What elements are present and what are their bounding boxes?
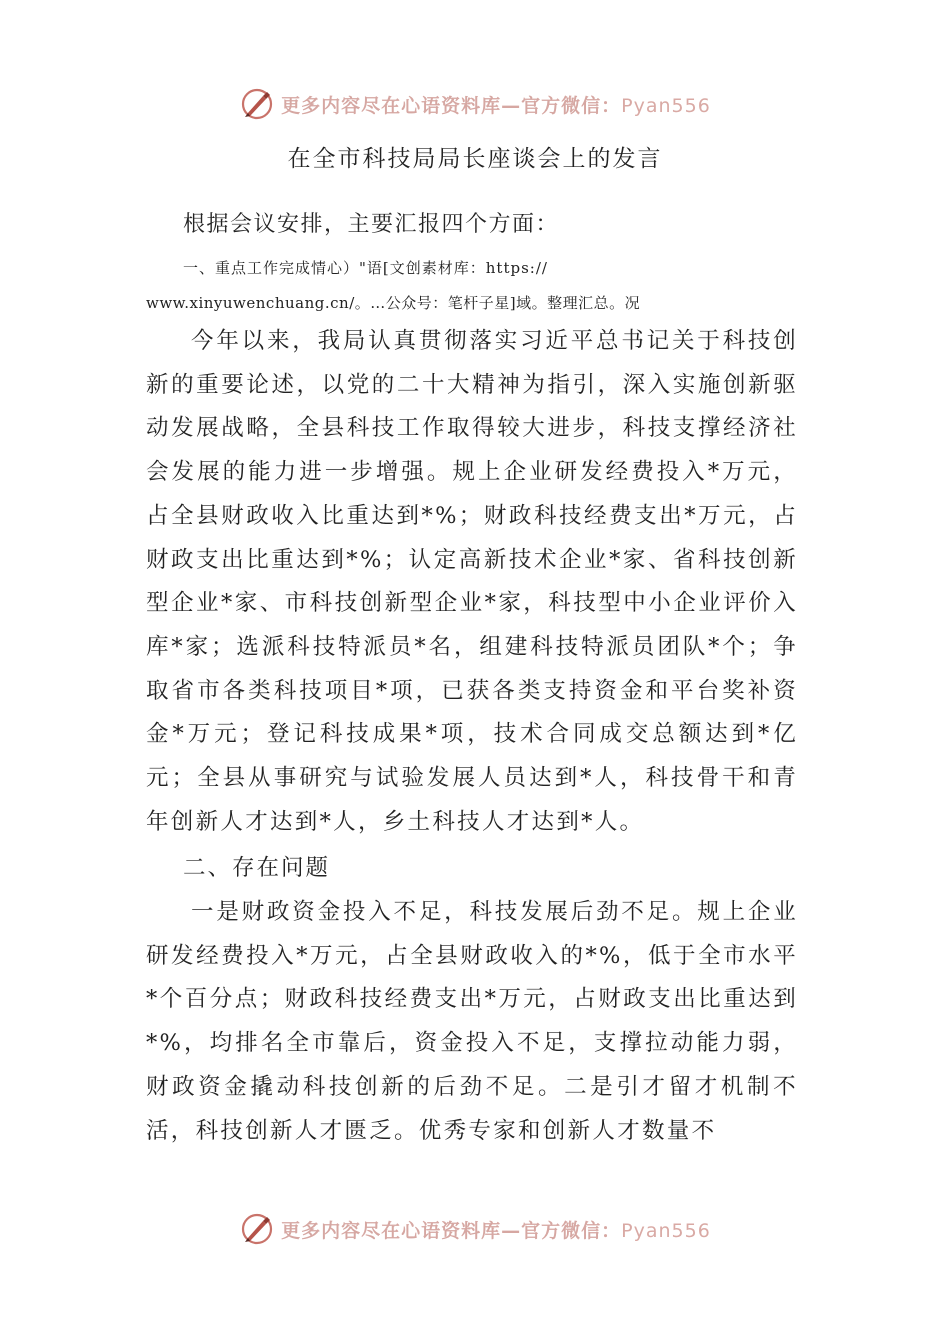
paragraph-achievements: 今年以来，我局认真贯彻落实习近平总书记关于科技创新的重要论述，以党的二十大精神为指引，深入实施创新驱动发展战略，全县科技工作取得较大进步，科技支撑经济社会发展的能力进一步增强。规上企业研发经费投入*万元，占全县财政收入比重达到*%；财政科技经费支出*万元，占财政支出比重达到*%；认定高新技术企业*家、省科技创新型企业*家、市科技创新型企业*家，科技型中小企业评价入库*家；选派科技特派员*名，组建科技特派员团队*个；争取省市各类科技项目*项，已获各类支持资金和平台奖补资金*万元；登记科技成果*项，技术合同成交总额达到*亿元；全县从事研究与试验发展人员达到*人，科技骨干和青年创新人才达到*人，乡土科技人才达到*人。 bbox=[146, 328, 798, 835]
pen-logo-icon bbox=[239, 1211, 275, 1247]
section-heading-1-line2: www.xinyuwenchuang.cn/。…公众号：笔杆子星]域。整理汇总。况 bbox=[146, 294, 641, 312]
pen-logo-icon bbox=[239, 86, 275, 122]
watermark-text: 更多内容尽在心语资料库—官方微信：Pyan556 bbox=[281, 1219, 711, 1242]
section-heading-1-line1: 一、重点工作完成情心）"语[文创素材库：https:// bbox=[183, 259, 548, 277]
watermark-text: 更多内容尽在心语资料库—官方微信：Pyan556 bbox=[281, 94, 711, 117]
section-heading-problems: 二、存在问题 bbox=[183, 855, 331, 881]
intro-line: 根据会议安排，主要汇报四个方面： bbox=[183, 212, 560, 237]
watermark-banner-bottom bbox=[0, 1209, 950, 1249]
paragraph-problems: 一是财政资金投入不足，科技发展后劲不足。规上企业研发经费投入*万元，占全县财政收入的*%，低于全市水平*个百分点；财政科技经费支出*万元，占财政支出比重达到*%，均排名全市靠后，资金投入不足，支撑拉动能力弱，财政资金撬动科技创新的后劲不足。二是引才留才机制不活，科技创新人才匮乏。优秀专家和创新人才数量不 bbox=[146, 899, 798, 1144]
wechat-id: Pyan556 bbox=[621, 94, 711, 117]
page-title: 在全市科技局局长座谈会上的发言 bbox=[287, 146, 663, 172]
wechat-id: Pyan556 bbox=[621, 1219, 711, 1242]
watermark-banner-top bbox=[0, 84, 950, 124]
